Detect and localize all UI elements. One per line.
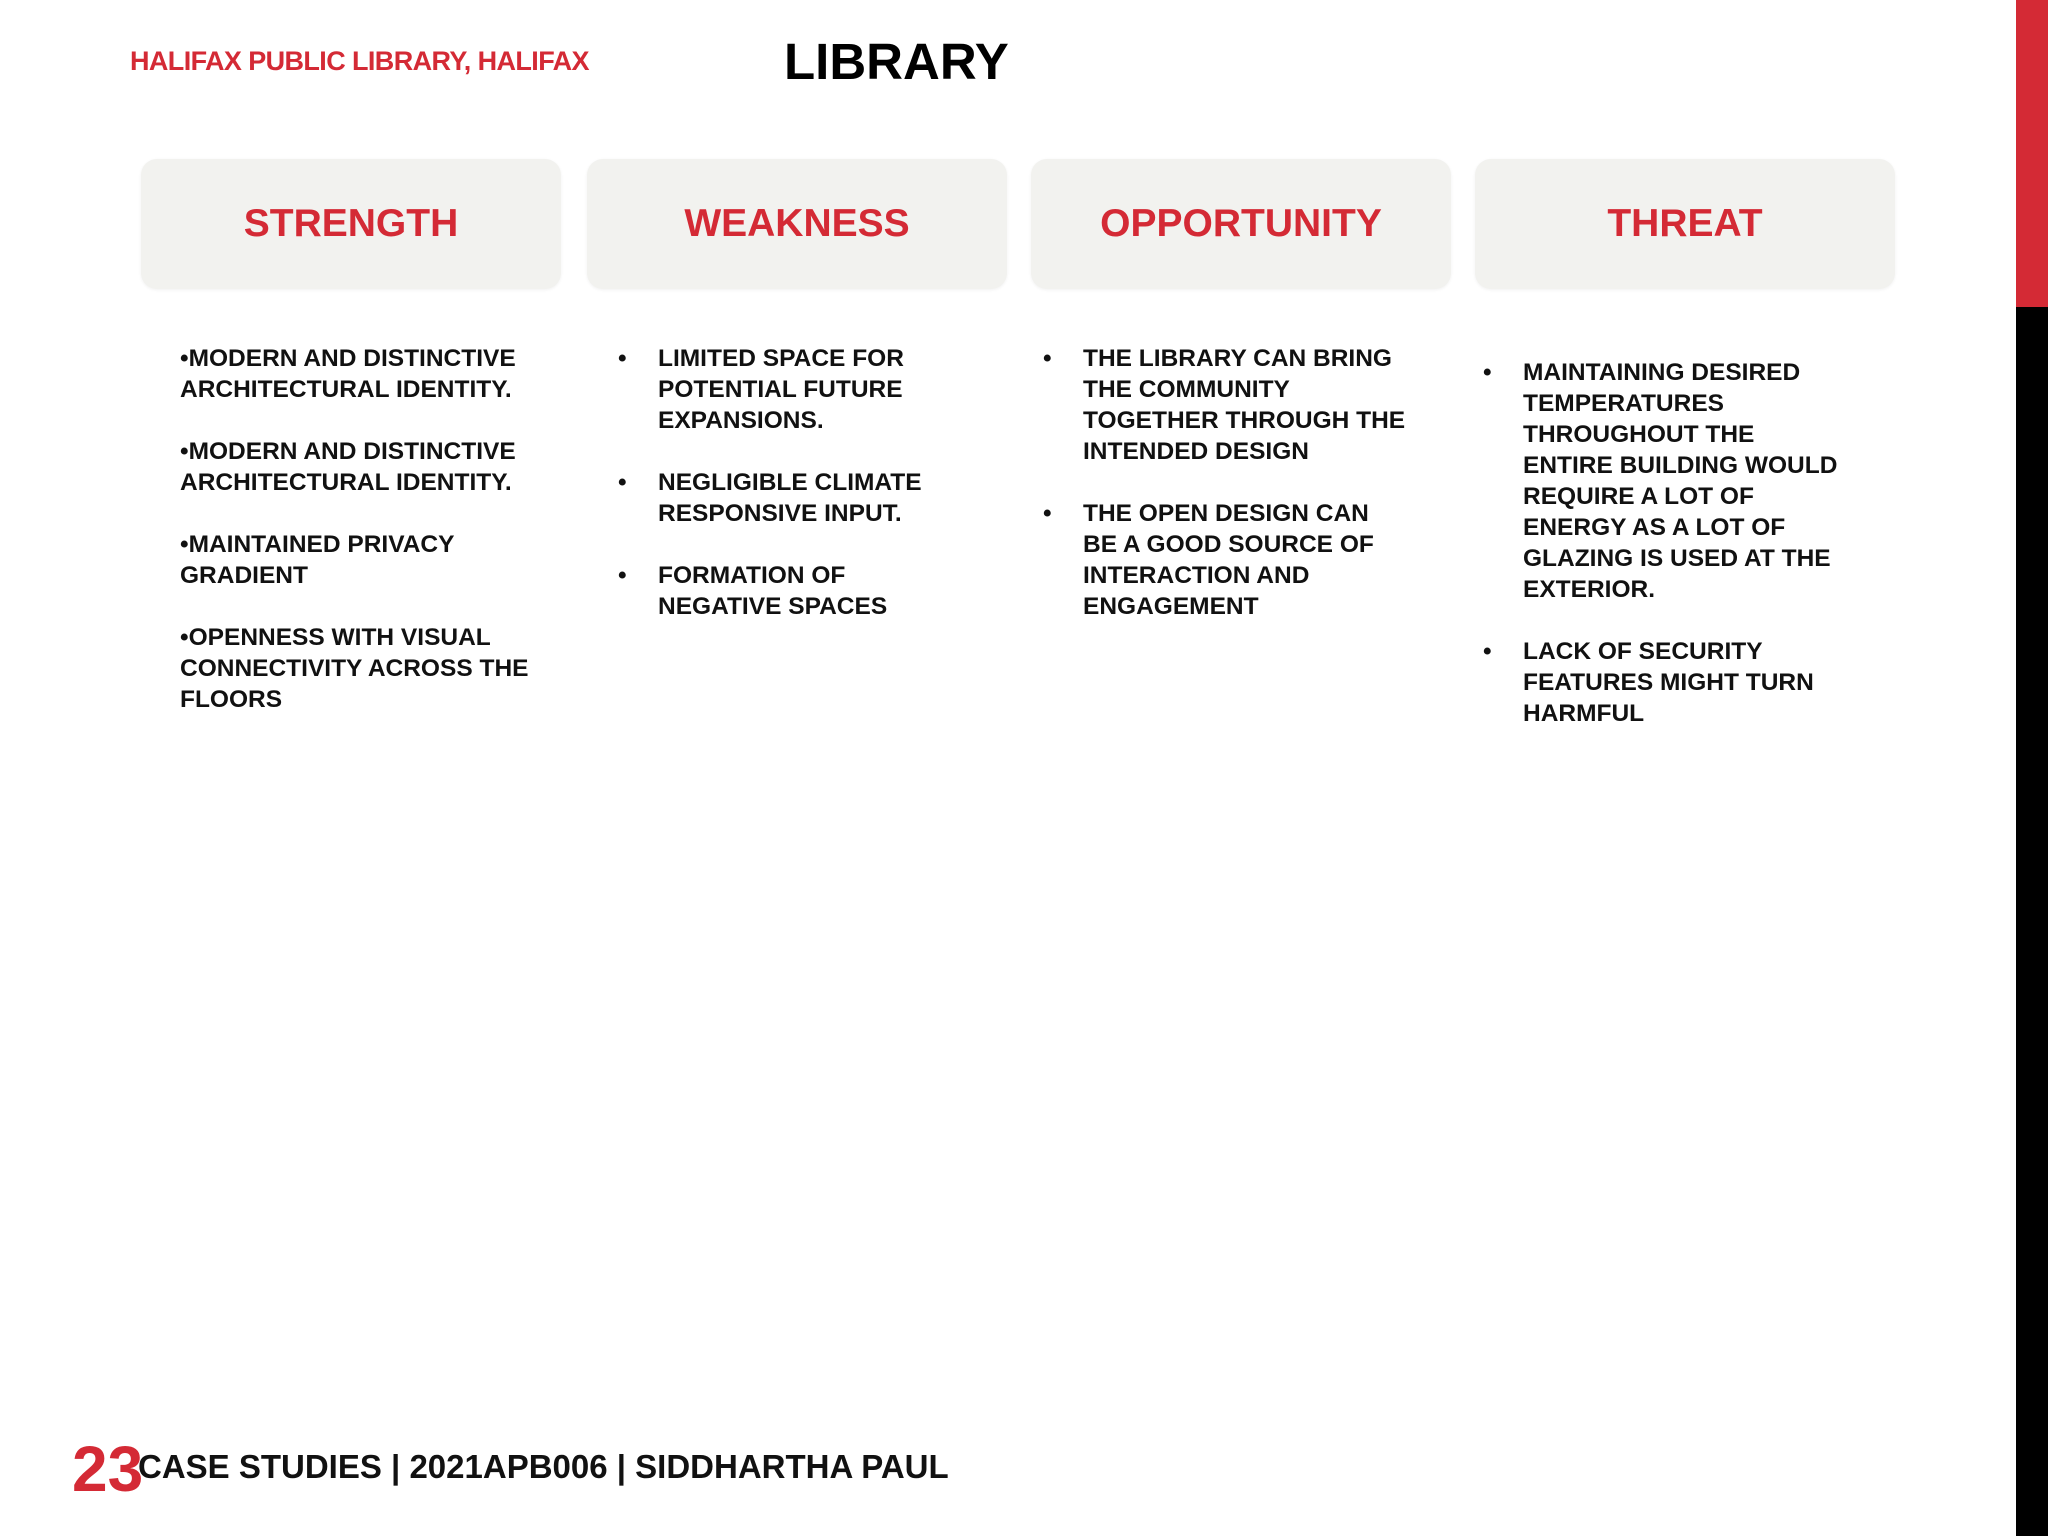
page-number: 23 [72,1433,144,1505]
weakness-list [618,343,968,653]
footer-text: CASE STUDIES | 2021APB006 | SIDDHARTHA PAUL [138,1448,949,1485]
weakness-card [587,159,1007,289]
threat-card [1475,159,1895,289]
bullet-icon: • [1043,500,1052,527]
strength-heading: STRENGTH [243,202,459,245]
opportunity-heading: OPPORTUNITY [1100,202,1382,245]
strength-item: •MODERN AND DISTINCTIVE ARCHITECTURAL IDENTITY. [180,438,516,496]
side-bar-accent [2016,0,2048,307]
strength-item: •MAINTAINED PRIVACY GRADIENT [180,531,455,589]
opportunity-item [1043,343,1408,467]
weakness-item [618,343,968,436]
threat-item [1483,636,1848,729]
bullet-icon: • [1043,345,1052,372]
strength-item: •MODERN AND DISTINCTIVE ARCHITECTURAL IDENTITY. [180,345,516,403]
bullet-icon: • [618,345,627,372]
opportunity-item-text: THE LIBRARY CAN BRING THE COMMUNITY TOGETHER THROUGH THE INTENDED DESIGN [1083,345,1406,465]
opportunity-list [1043,343,1408,653]
threat-item-text: LACK OF SECURITY FEATURES MIGHT TURN HARMFUL [1523,638,1814,727]
bullet-icon: • [1483,638,1492,665]
weakness-heading: WEAKNESS [684,202,910,245]
threat-item-text: MAINTAINING DESIRED TEMPERATURES THROUGHOUT THE ENTIRE BUILDING WOULD REQUIRE A LOT OF ENERGY AS A LOT OF GLAZING IS USED AT THE EXTERIOR. [1523,359,1838,603]
weakness-item-text: FORMATION OF NEGATIVE SPACES [658,562,888,620]
opportunity-card [1031,159,1451,289]
strength-item: •OPENNESS WITH VISUAL CONNECTIVITY ACROSS THE FLOORS [180,624,529,713]
weakness-item-text: LIMITED SPACE FOR POTENTIAL FUTURE EXPANSIONS. [658,345,904,434]
slide-title: LIBRARY [784,33,1009,90]
bullet-icon: • [618,562,627,589]
weakness-item [618,467,968,529]
threat-heading: THREAT [1607,202,1763,245]
strength-list [180,343,550,746]
threat-item [1483,357,1848,605]
bullet-icon: • [618,469,627,496]
slide-subtitle: HALIFAX PUBLIC LIBRARY, HALIFAX [130,46,589,76]
strength-card [141,159,561,289]
opportunity-item [1043,498,1408,622]
weakness-item [618,560,968,622]
threat-list [1483,357,1848,760]
side-bar-dark [2016,307,2048,1536]
opportunity-item-text: THE OPEN DESIGN CAN BE A GOOD SOURCE OF INTERACTION AND ENGAGEMENT [1083,500,1374,620]
weakness-item-text: NEGLIGIBLE CLIMATE RESPONSIVE INPUT. [658,469,922,527]
bullet-icon: • [1483,359,1492,386]
